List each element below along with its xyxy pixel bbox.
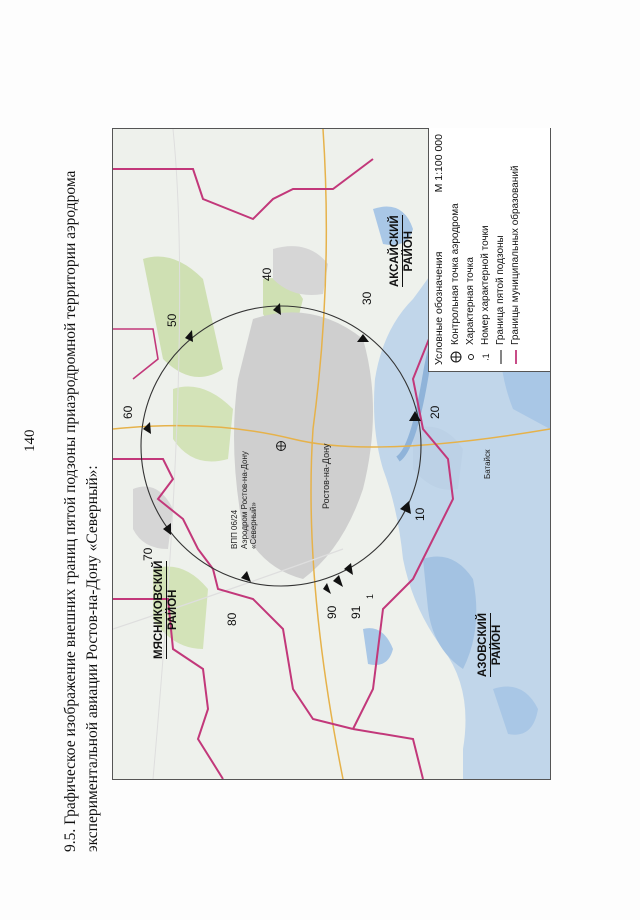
- caption-line-2: экспериментальной авиации Ростов-на-Дону «Северный»:: [84, 465, 101, 852]
- point-number-60: 60: [121, 405, 135, 419]
- legend-item: Границы муниципальных образований: [508, 134, 523, 365]
- point-number-20: 20: [428, 405, 442, 419]
- legend-item: Характерная точка: [463, 134, 478, 365]
- district-label-azovsky: АЗОВСКИЙ РАЙОН: [477, 612, 503, 677]
- map-legend: [428, 128, 550, 372]
- city-label-bataysk: Батайск: [483, 449, 492, 479]
- legend-scale: М 1:100 000: [433, 134, 445, 193]
- point-number-80: 80: [225, 612, 239, 626]
- legend-item: Граница пятой подзоны: [493, 134, 508, 365]
- aerodrome-label: ВПП 06/24 Аэродром Ростов-на-Дону «Северный»: [230, 451, 258, 549]
- aerodrome-control-point: [277, 442, 286, 451]
- point-number-1: 1: [365, 593, 375, 599]
- municipal-boundary-line-icon: [513, 349, 519, 365]
- legend-content: [429, 128, 550, 371]
- legend-item: Контрольная точка аэродрома: [448, 134, 463, 365]
- point-number-10: 10: [413, 507, 427, 521]
- legend-header: [433, 134, 448, 365]
- aerodrome-control-point-icon: [450, 349, 462, 365]
- characteristic-point-icon: [466, 349, 476, 365]
- district-label-aksaysky: АКСАЙСКИЙ РАЙОН: [389, 215, 415, 287]
- legend-title: Условные обозначения: [433, 251, 445, 365]
- point-number-50: 50: [165, 313, 179, 327]
- caption-line-1: 9.5. Графическое изображение внешних границ пятой подзоны приаэродромной территории аэродрома: [62, 170, 79, 852]
- point-number-90: 90: [325, 605, 339, 619]
- point-number-30: 30: [360, 291, 374, 305]
- point-number-40: 40: [260, 267, 274, 281]
- point-number-icon: , 1: [480, 353, 491, 361]
- page-number: 140: [22, 429, 38, 452]
- subzone-boundary-line-icon: [498, 349, 504, 365]
- point-number-70: 70: [141, 547, 155, 561]
- district-label-myasnikovsky: МЯСНИКОВСКИЙ РАЙОН: [153, 560, 179, 659]
- point-number-91: 91: [349, 605, 363, 619]
- city-label-rostov: Ростов-на-Дону: [321, 443, 331, 509]
- legend-item: , 1 Номер характерной точки: [478, 134, 493, 365]
